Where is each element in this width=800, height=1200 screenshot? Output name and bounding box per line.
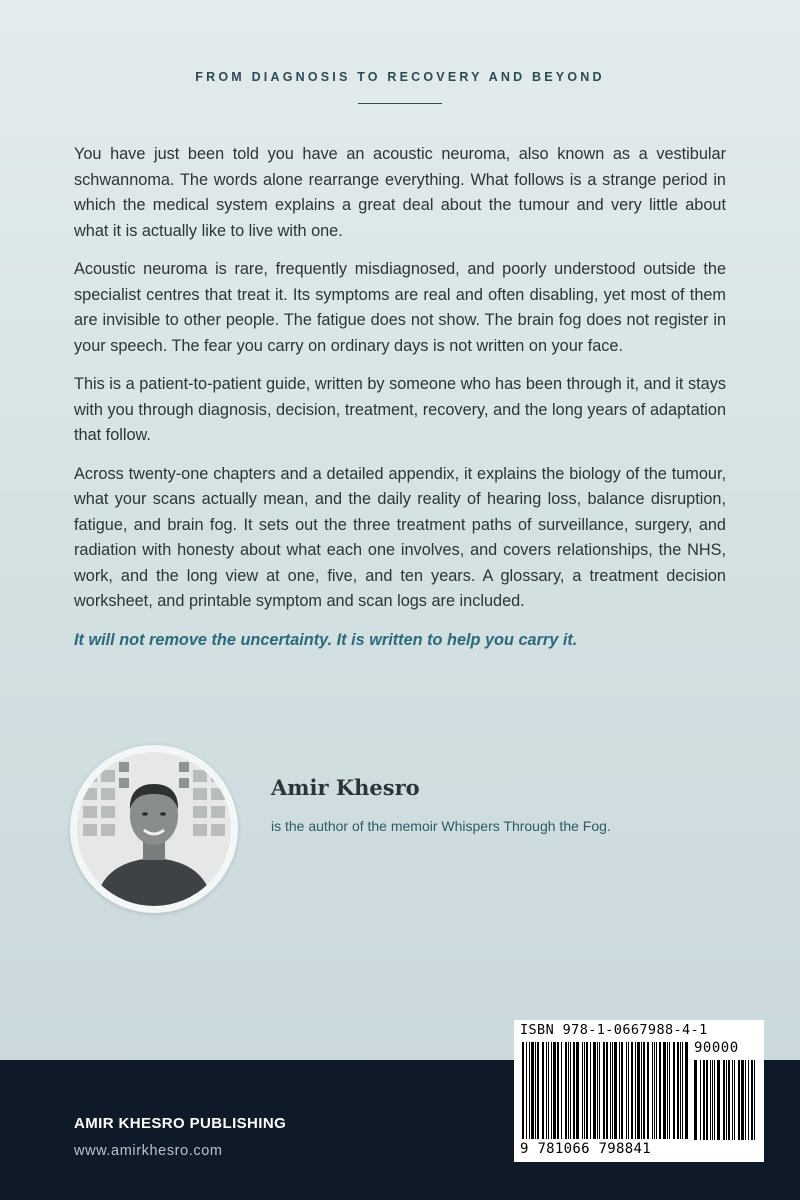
blurb-paragraph: Across twenty-one chapters and a detailed appendix, it explains the biology of the tumour, what your scans actually mean, and the daily reality of hearing loss, balance disruption, fatigue, and brain fog. It sets out the three treatment paths of surveillance, surgery, and radiation with honesty about what each one involves, and covers relationships, the NHS, work, and the long view at one, five, and ten years. A glossary, a treatment decision worksheet, and printable symptom and scan logs are included. bbox=[74, 464, 726, 610]
blurb-paragraph: Acoustic neuroma is rare, frequently misdiagnosed, and poorly understood outside the specialist centres that treat it. Its symptoms are real and often disabling, yet most of them are invisible to other people. The fatigue does not show. The brain fog does not register in your speech. The fear you carry on ordinary days is not written on your face. bbox=[74, 260, 726, 355]
price-addon-code: 90000 bbox=[694, 1040, 739, 1056]
isbn-label: ISBN 978-1-0667988-4-1 bbox=[520, 1022, 708, 1038]
author-portrait-image bbox=[77, 752, 231, 906]
ean-number: 9 781066 798841 bbox=[520, 1141, 651, 1157]
author-photo bbox=[70, 745, 238, 913]
publisher-name: AMIR KHESRO PUBLISHING bbox=[74, 1115, 287, 1132]
tagline: FROM DIAGNOSIS TO RECOVERY AND BEYOND bbox=[195, 70, 605, 84]
closing-line: It will not remove the uncertainty. It is written to help you carry it. bbox=[74, 630, 578, 649]
tagline-divider bbox=[358, 103, 442, 104]
isbn-barcode bbox=[514, 1020, 764, 1162]
back-cover-blurb bbox=[74, 142, 726, 666]
blurb-paragraph: You have just been told you have an acoustic neuroma, also known as a vestibular schwannoma. The words alone rearrange everything. What follows is a strange period in which the medical system explains a great deal about the tumour and very little about what it is actually like to live with one. bbox=[74, 145, 726, 240]
publisher-website: www.amirkhesro.com bbox=[74, 1143, 223, 1159]
blurb-paragraph: This is a patient-to-patient guide, written by someone who has been through it, and it stays with you through diagnosis, decision, treatment, recovery, and the long years of adaptation that follow. bbox=[74, 375, 726, 444]
author-bio: is the author of the memoir Whispers Through the Fog. bbox=[271, 818, 611, 834]
author-name: Amir Khesro bbox=[271, 775, 420, 800]
barcode-bars bbox=[520, 1042, 758, 1142]
